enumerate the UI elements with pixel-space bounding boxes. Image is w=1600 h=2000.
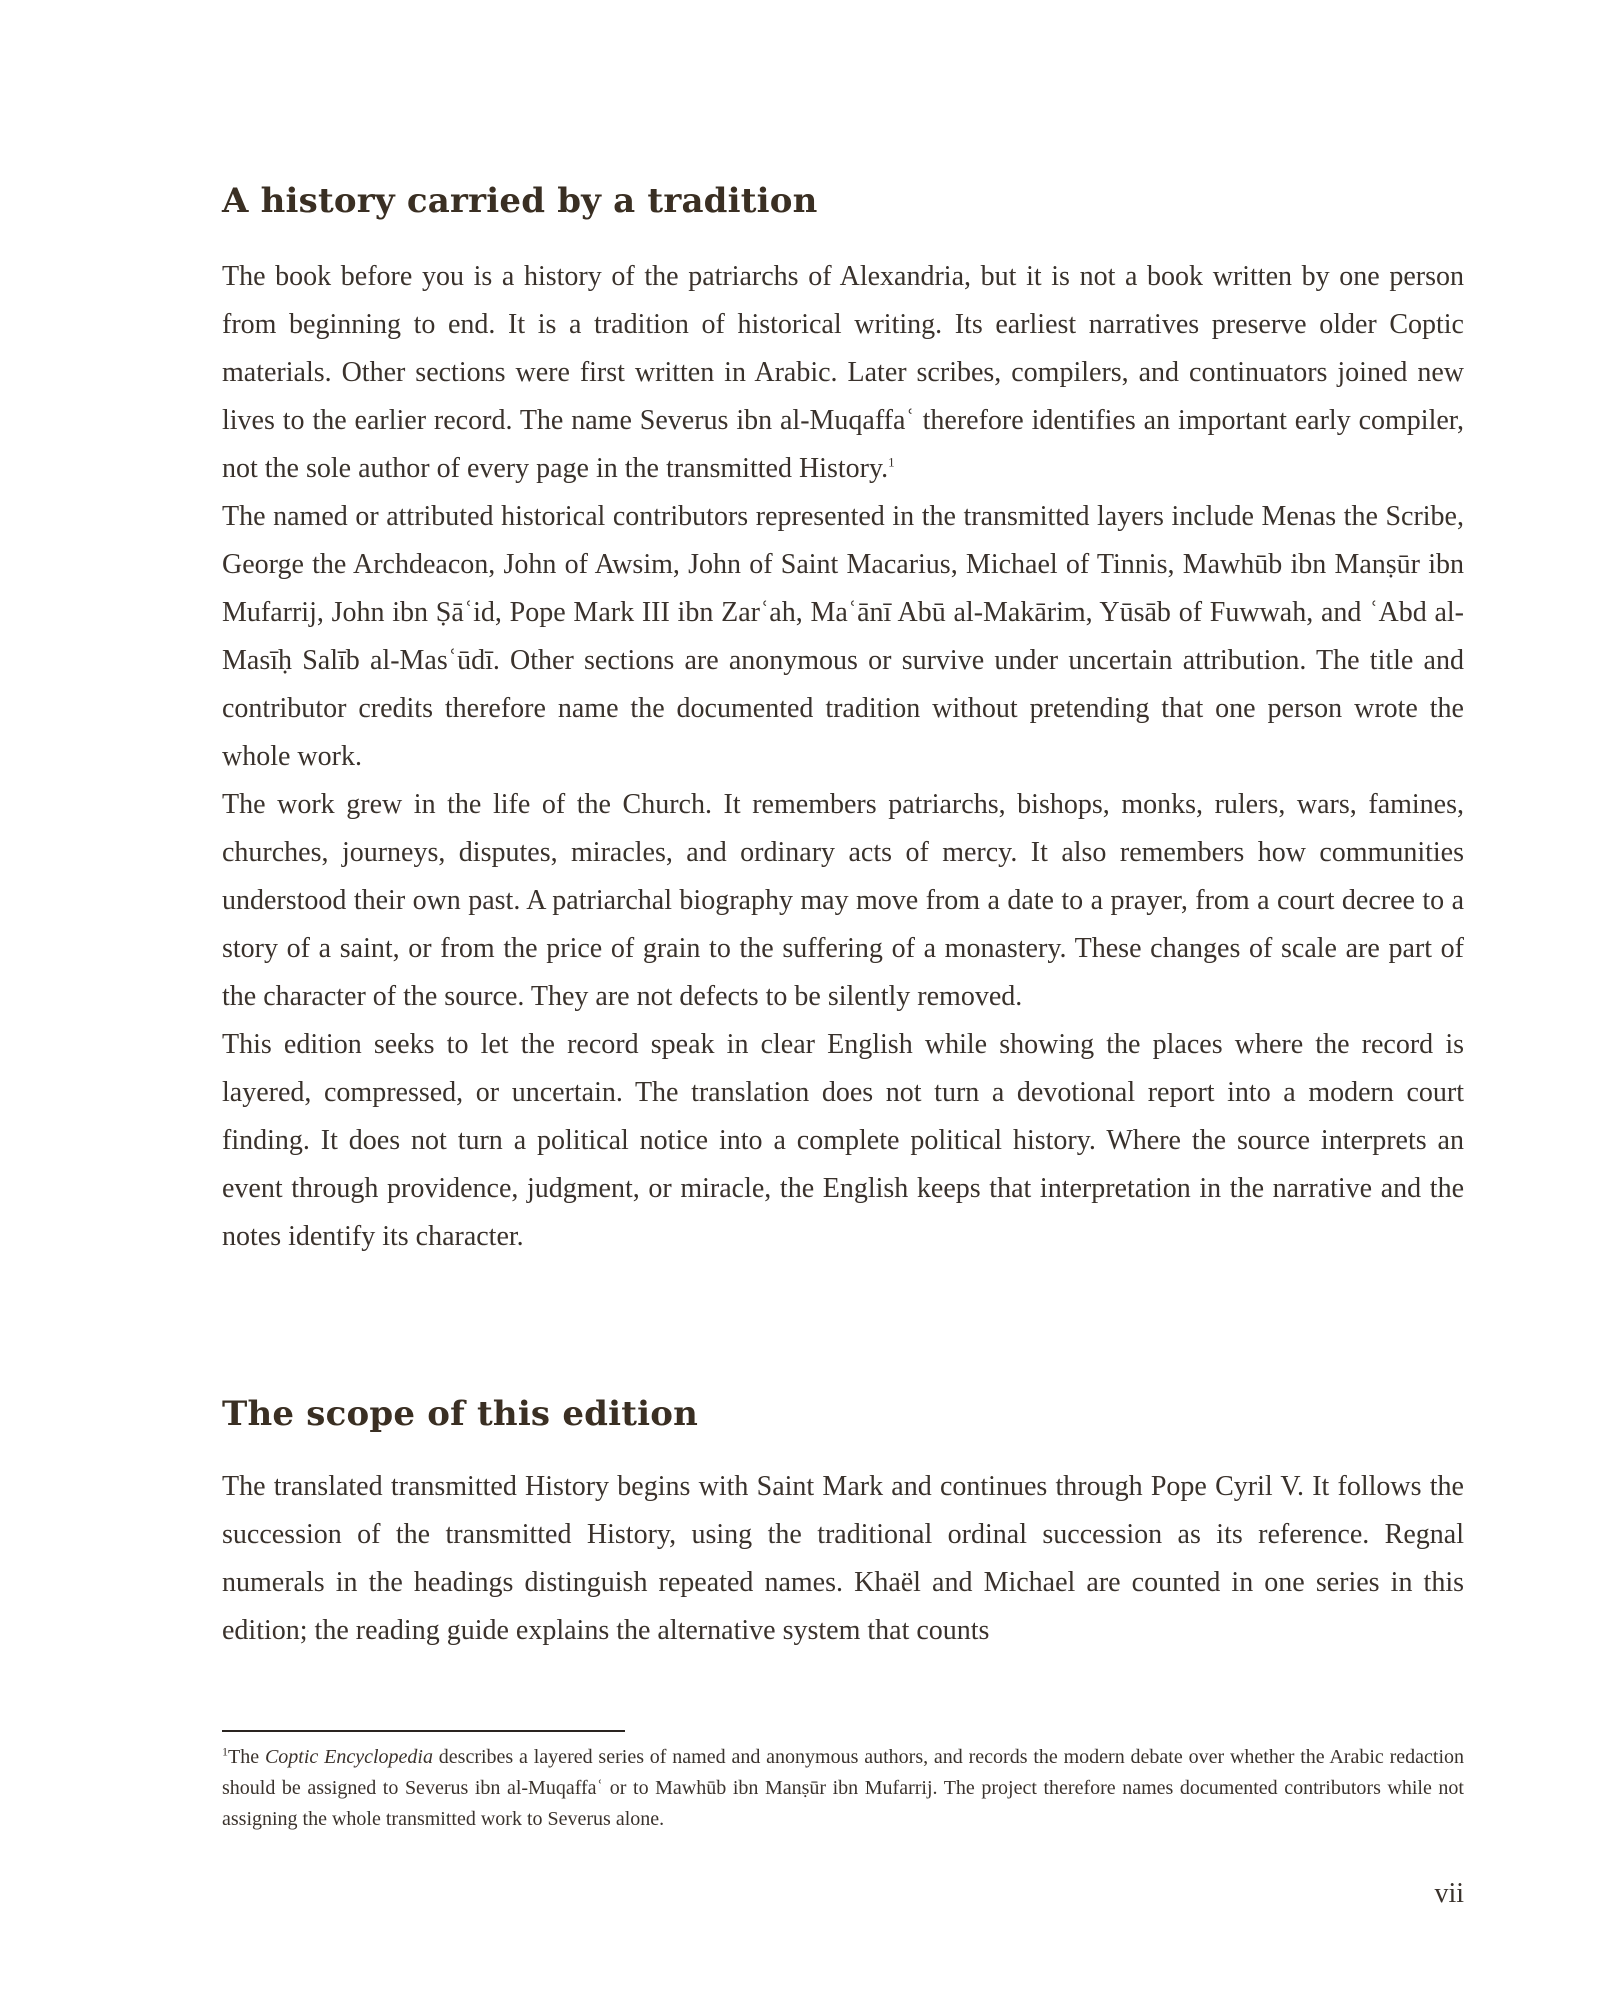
footnote-text: describes a layered series of named and anonymous authors, and records the modern debate over whether the Arabic redaction should be assigned to Severus ibn al-Muqaffaʿ or to Mawhūb ibn Manṣūr ibn Mufarrij. The project therefore names documented contributors while not assigning the whole transmitted work to Severus alone. bbox=[222, 1746, 1465, 1830]
footnote-lead: The bbox=[228, 1746, 265, 1768]
page-number: vii bbox=[1434, 1878, 1464, 1909]
paragraph: The translated transmitted History begins with Saint Mark and continues through Pope Cyril V. It follows the succession of the transmitted History, using the traditional ordinal succession as its reference. Regnal numerals in the headings distinguish repeated names. Khaël and Michael are counted in one series in this edition; the reading guide explains the alternative system that counts bbox=[222, 1471, 1464, 1646]
section-tradition-body bbox=[222, 253, 1464, 1261]
paragraph-text: The book before you is a history of the patriarchs of Alexandria, but it is not a book written by one person from beginning to end. It is a tradition of historical writing. Its earliest narratives preserve older Coptic materials. Other sections were first written in Arabic. Later scribes, compilers, and continuators joined new lives to the earlier record. The name Severus ibn al-Muqaffaʿ therefore identifies an important early compiler, not the sole author of every page in the transmitted History. bbox=[222, 261, 1464, 484]
section-heading-tradition: A history carried by a tradition bbox=[222, 181, 818, 221]
document-page bbox=[222, 0, 1464, 2000]
footnote-divider bbox=[222, 1730, 625, 1732]
footnote-mark: 1 bbox=[222, 1744, 228, 1759]
paragraph: The work grew in the life of the Church. It remembers patriarchs, bishops, monks, rulers, wars, famines, churches, journeys, disputes, miracles, and ordinary acts of mercy. It also remembers how communities understood their own past. A patriarchal biography may move from a date to a prayer, from a court decree to a story of a saint, or from the price of grain to the suffering of a monastery. These changes of scale are part of the character of the source. They are not defects to be silently removed. bbox=[222, 789, 1464, 1012]
footnote bbox=[222, 1742, 1464, 1835]
footnote-cited-title: Coptic Encyclopedia bbox=[264, 1746, 433, 1768]
paragraph bbox=[222, 253, 1464, 493]
footnote-reference[interactable]: 1 bbox=[888, 454, 895, 470]
section-heading-scope: The scope of this edition bbox=[222, 1394, 699, 1434]
paragraph: This edition seeks to let the record speak in clear English while showing the places where the record is layered, compressed, or uncertain. The translation does not turn a devotional report into a modern court finding. It does not turn a political notice into a complete political history. Where the source interprets an event through providence, judgment, or miracle, the English keeps that interpretation in the narrative and the notes identify its character. bbox=[222, 1029, 1464, 1252]
section-scope-body bbox=[222, 1463, 1464, 1655]
paragraph: The named or attributed historical contributors represented in the transmitted layers include Menas the Scribe, George the Archdeacon, John of Awsim, John of Saint Macarius, Michael of Tinnis, Mawhūb ibn Manṣūr ibn Mufarrij, John ibn Ṣāʿid, Pope Mark III ibn Zarʿah, Maʿānī Abū al-Makārim, Yūsāb of Fuwwah, and ʿAbd al-Masīḥ Salīb al-Masʿūdī. Other sections are anonymous or survive under uncertain attribution. The title and contributor credits therefore name the documented tradition without pretending that one person wrote the whole work. bbox=[222, 501, 1464, 772]
